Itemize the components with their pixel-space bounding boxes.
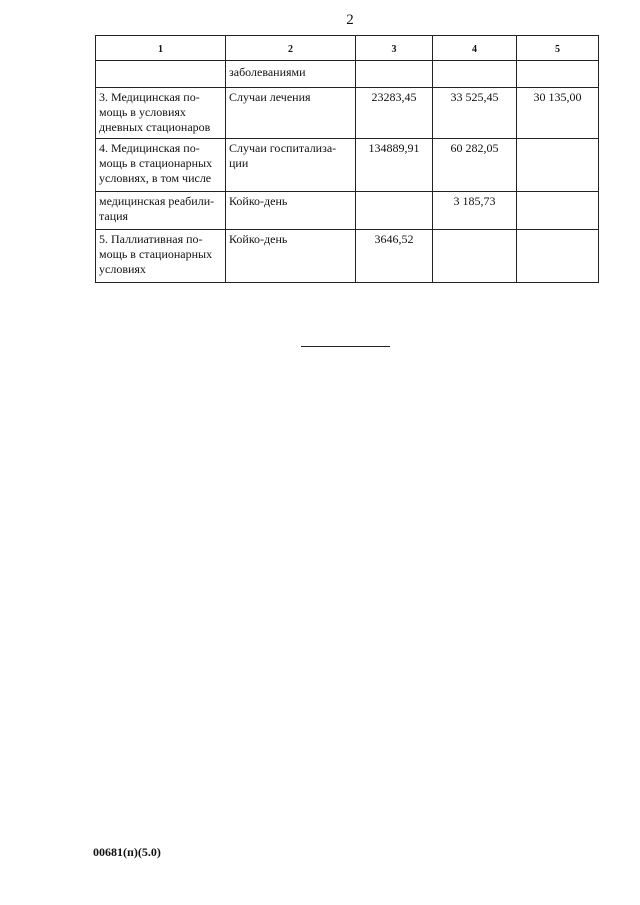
table-cell: 3 185,73 — [433, 192, 517, 230]
table-cell: 4. Медицинская по-мощь в стационарных условиях, в том числе — [96, 139, 226, 192]
table-cell: Койко-день — [226, 230, 356, 283]
table-cell: медицинская реабили-тация — [96, 192, 226, 230]
header-col-4: 4 — [433, 36, 517, 61]
table-cell — [517, 139, 599, 192]
table-cell: 23283,45 — [356, 88, 433, 139]
table-cell — [517, 230, 599, 283]
table-cell: 5. Паллиативная по-мощь в стационарных условиях — [96, 230, 226, 283]
table-row — [96, 230, 599, 283]
table-row — [96, 61, 599, 88]
table-cell: 33 525,45 — [433, 88, 517, 139]
table-cell — [517, 61, 599, 88]
page-number: 2 — [346, 12, 354, 28]
table-cell: заболеваниями — [226, 61, 356, 88]
table-cell: 30 135,00 — [517, 88, 599, 139]
table-cell — [356, 61, 433, 88]
table-cell: 134889,91 — [356, 139, 433, 192]
table-cell — [433, 230, 517, 283]
header-col-3: 3 — [356, 36, 433, 61]
table-cell: 3646,52 — [356, 230, 433, 283]
table-cell: 3. Медицинская по-мощь в условиях дневных стационаров — [96, 88, 226, 139]
table-row — [96, 88, 599, 139]
table-row — [96, 192, 599, 230]
table-row — [96, 139, 599, 192]
header-col-5: 5 — [517, 36, 599, 61]
header-row — [96, 36, 599, 61]
table-cell: Койко-день — [226, 192, 356, 230]
table-cell — [356, 192, 433, 230]
table-cell — [517, 192, 599, 230]
header-col-1: 1 — [96, 36, 226, 61]
table-cell: Случаи лечения — [226, 88, 356, 139]
end-divider-line — [301, 346, 390, 347]
tariff-table — [95, 35, 599, 283]
document-code: 00681(п)(5.0) — [93, 845, 161, 859]
header-col-2: 2 — [226, 36, 356, 61]
table-cell — [96, 61, 226, 88]
table-cell: 60 282,05 — [433, 139, 517, 192]
table-cell: Случаи госпитализа-ции — [226, 139, 356, 192]
table-cell — [433, 61, 517, 88]
